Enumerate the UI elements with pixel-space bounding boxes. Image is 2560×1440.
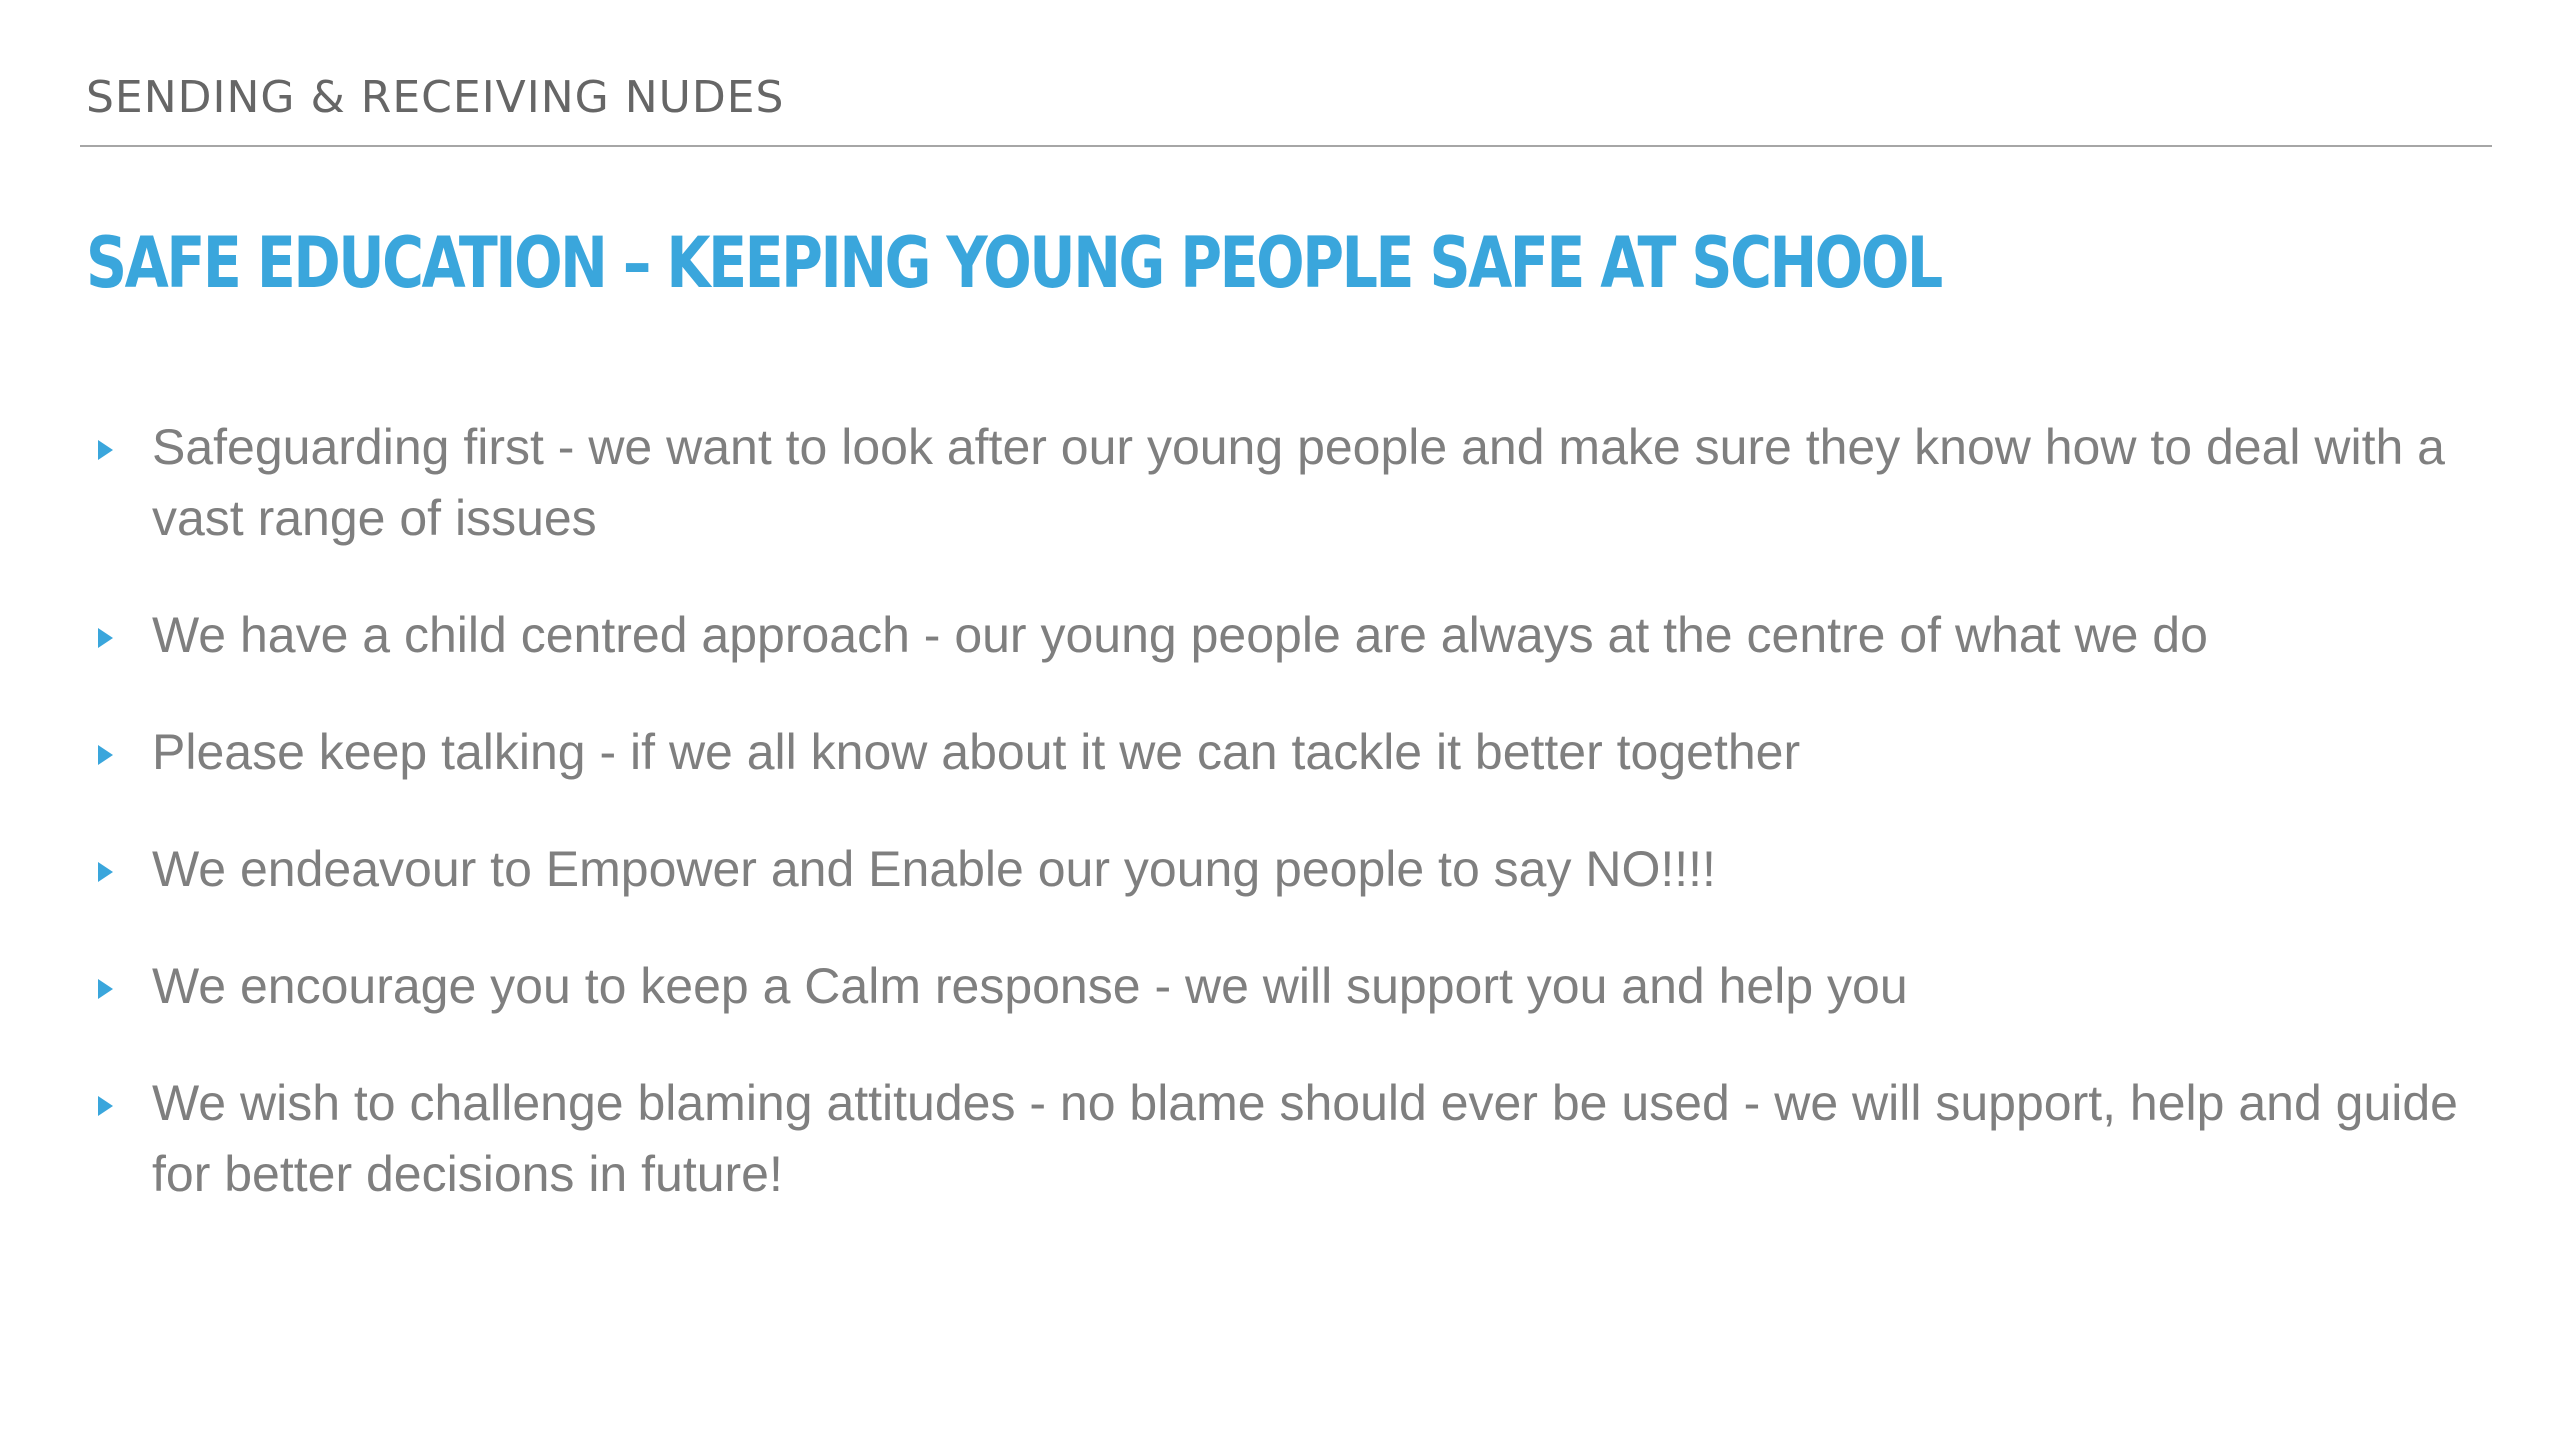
bullet-text: Please keep talking - if we all know about it we can tackle it better together <box>152 724 1801 780</box>
bullet-item <box>98 412 2478 554</box>
bullet-item <box>98 600 2478 671</box>
bullet-text: We encourage you to keep a Calm response - we will support you and help you <box>152 958 1908 1014</box>
triangle-bullet-icon <box>98 1096 113 1116</box>
triangle-bullet-icon <box>98 979 113 999</box>
triangle-bullet-icon <box>98 862 113 882</box>
bullet-text: We have a child centred approach - our young people are always at the centre of what we do <box>152 607 2208 663</box>
bullet-text: We endeavour to Empower and Enable our young people to say NO!!!! <box>152 841 1716 897</box>
bullet-item <box>98 951 2478 1022</box>
triangle-bullet-icon <box>98 628 113 648</box>
bullet-text: We wish to challenge blaming attitudes - no blame should ever be used - we will support, help and guide for better decisions in future! <box>152 1075 2458 1202</box>
bullet-item <box>98 1068 2478 1210</box>
header-divider <box>80 145 2492 147</box>
bullet-list <box>98 412 2478 1256</box>
slide-title: SAFE EDUCATION – KEEPING YOUNG PEOPLE SAFE AT SCHOOL <box>86 222 1941 304</box>
bullet-item <box>98 717 2478 788</box>
triangle-bullet-icon <box>98 745 113 765</box>
triangle-bullet-icon <box>98 440 113 460</box>
bullet-text: Safeguarding first - we want to look after our young people and make sure they know how to deal with a vast range of issues <box>152 419 2445 546</box>
section-header: SENDING & RECEIVING NUDES <box>86 72 785 123</box>
bullet-item <box>98 834 2478 905</box>
